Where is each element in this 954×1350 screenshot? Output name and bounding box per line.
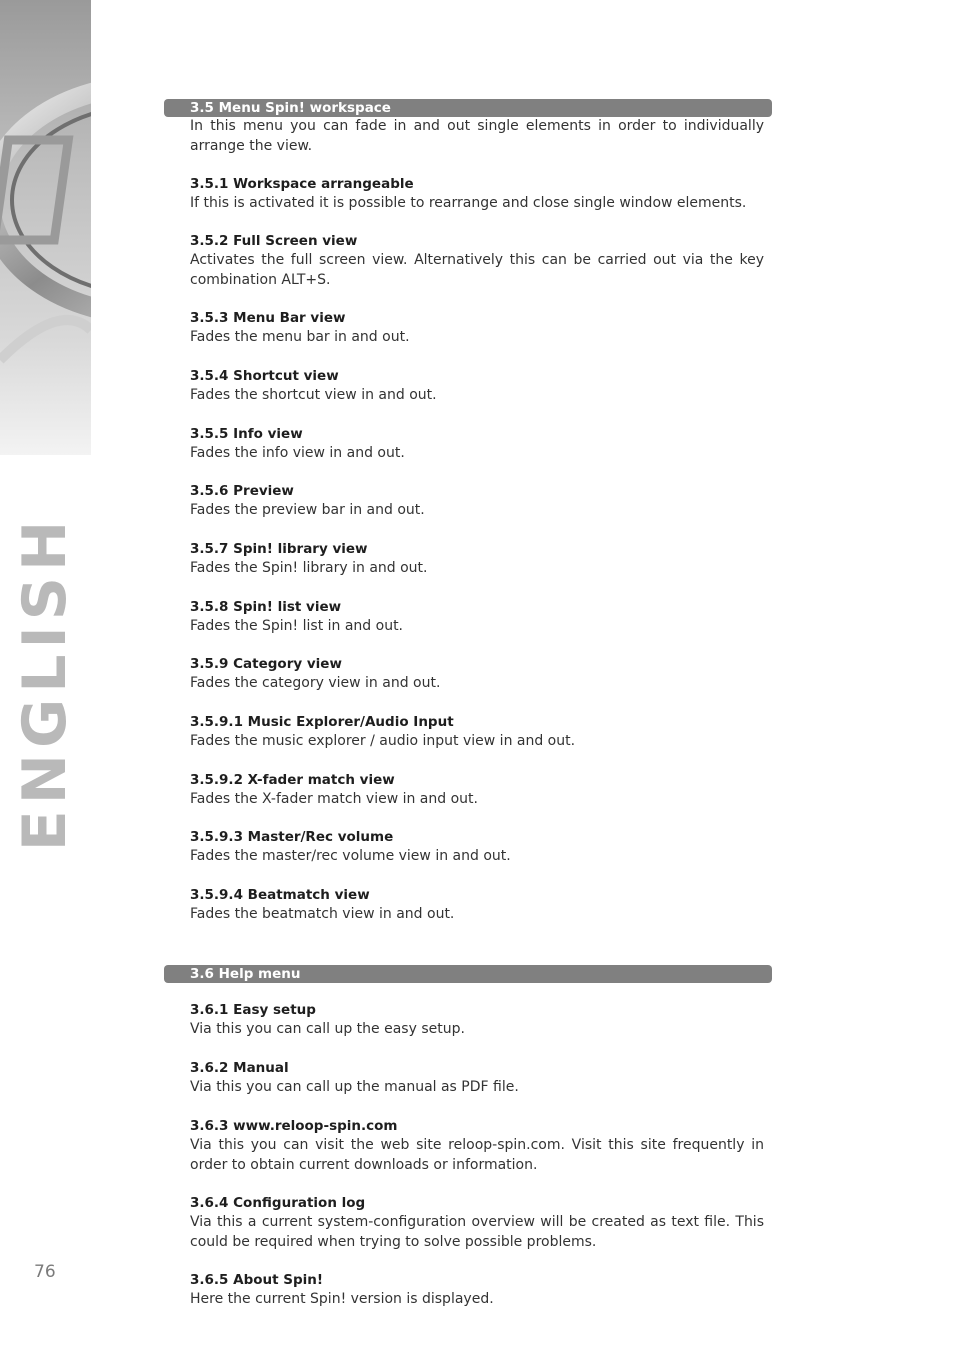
- item-text: Fades the X-fader match view in and out.: [190, 791, 478, 807]
- page-number: 76: [34, 1262, 56, 1282]
- list-item: [190, 367, 764, 406]
- list-item: [190, 713, 764, 752]
- item-heading: 3.5.8 Spin! list view: [190, 599, 342, 615]
- item-heading: 3.6.1 Easy setup: [190, 1002, 316, 1018]
- item-text: Fades the Spin! library in and out.: [190, 560, 428, 576]
- section-header-bar: [164, 965, 772, 983]
- list-item: [190, 828, 764, 867]
- item-text: Via this a current system-configuration overview will be created as text file. This could be required when trying to solve possible problems.: [190, 1214, 764, 1250]
- list-item: [190, 232, 764, 290]
- list-item: [190, 1117, 764, 1175]
- item-text: If this is activated it is possible to rearrange and close single window elements.: [190, 195, 747, 211]
- language-side-label: [0, 514, 91, 851]
- item-heading: 3.5.9.3 Master/Rec volume: [190, 829, 394, 845]
- section-intro: [190, 117, 764, 156]
- item-text: Fades the info view in and out.: [190, 445, 405, 461]
- item-text: Fades the menu bar in and out.: [190, 329, 410, 345]
- item-heading: 3.5.9.2 X-fader match view: [190, 772, 395, 788]
- item-heading: 3.6.3 www.reloop-spin.com: [190, 1118, 398, 1134]
- item-text: Via this you can call up the manual as PDF file.: [190, 1079, 519, 1095]
- intro-text: In this menu you can fade in and out single elements in order to individually arrange the view.: [190, 118, 764, 154]
- side-brand-graphic: [0, 0, 91, 455]
- section-title: 3.5 Menu Spin! workspace: [190, 100, 391, 116]
- section-header-bar: [164, 99, 772, 117]
- item-text: Via this you can visit the web site reloop-spin.com. Visit this site frequently in order to obtain current downloads or information.: [190, 1137, 764, 1173]
- item-heading: 3.6.2 Manual: [190, 1060, 289, 1076]
- item-heading: 3.5.9.4 Beatmatch view: [190, 887, 370, 903]
- list-item: [190, 1194, 764, 1252]
- item-text: Via this you can call up the easy setup.: [190, 1021, 465, 1037]
- item-text: Fades the master/rec volume view in and out.: [190, 848, 511, 864]
- item-heading: 3.5.9 Category view: [190, 656, 342, 672]
- item-heading: 3.5.6 Preview: [190, 483, 294, 499]
- list-item: [190, 886, 764, 925]
- list-item: [190, 771, 764, 810]
- item-text: Fades the music explorer / audio input view in and out.: [190, 733, 576, 749]
- item-heading: 3.5.3 Menu Bar view: [190, 310, 346, 326]
- list-item: [190, 598, 764, 637]
- list-item: [190, 482, 764, 521]
- item-heading: 3.5.7 Spin! library view: [190, 541, 368, 557]
- language-label: ENGLISH: [10, 514, 81, 851]
- item-heading: 3.5.5 Info view: [190, 426, 303, 442]
- item-heading: 3.5.1 Workspace arrangeable: [190, 176, 414, 192]
- item-text: Fades the beatmatch view in and out.: [190, 906, 455, 922]
- item-heading: 3.5.2 Full Screen view: [190, 233, 358, 249]
- list-item: [190, 1001, 764, 1040]
- list-item: [190, 1271, 764, 1310]
- item-text: Fades the preview bar in and out.: [190, 502, 425, 518]
- item-text: Fades the Spin! list in and out.: [190, 618, 404, 634]
- list-item: [190, 425, 764, 464]
- item-heading: 3.6.4 Configuration log: [190, 1195, 366, 1211]
- item-heading: 3.5.4 Shortcut view: [190, 368, 339, 384]
- item-text: Fades the shortcut view in and out.: [190, 387, 437, 403]
- item-text: Here the current Spin! version is displayed.: [190, 1291, 494, 1307]
- list-item: [190, 655, 764, 694]
- brand-logo-icon: [0, 0, 91, 455]
- list-item: [190, 175, 764, 214]
- item-text: Activates the full screen view. Alternatively this can be carried out via the key combination ALT+S.: [190, 252, 764, 288]
- list-item: [190, 540, 764, 579]
- item-text: Fades the category view in and out.: [190, 675, 441, 691]
- section-title: 3.6 Help menu: [190, 966, 301, 982]
- list-item: [190, 309, 764, 348]
- item-heading: 3.5.9.1 Music Explorer/Audio Input: [190, 714, 454, 730]
- item-heading: 3.6.5 About Spin!: [190, 1272, 324, 1288]
- list-item: [190, 1059, 764, 1098]
